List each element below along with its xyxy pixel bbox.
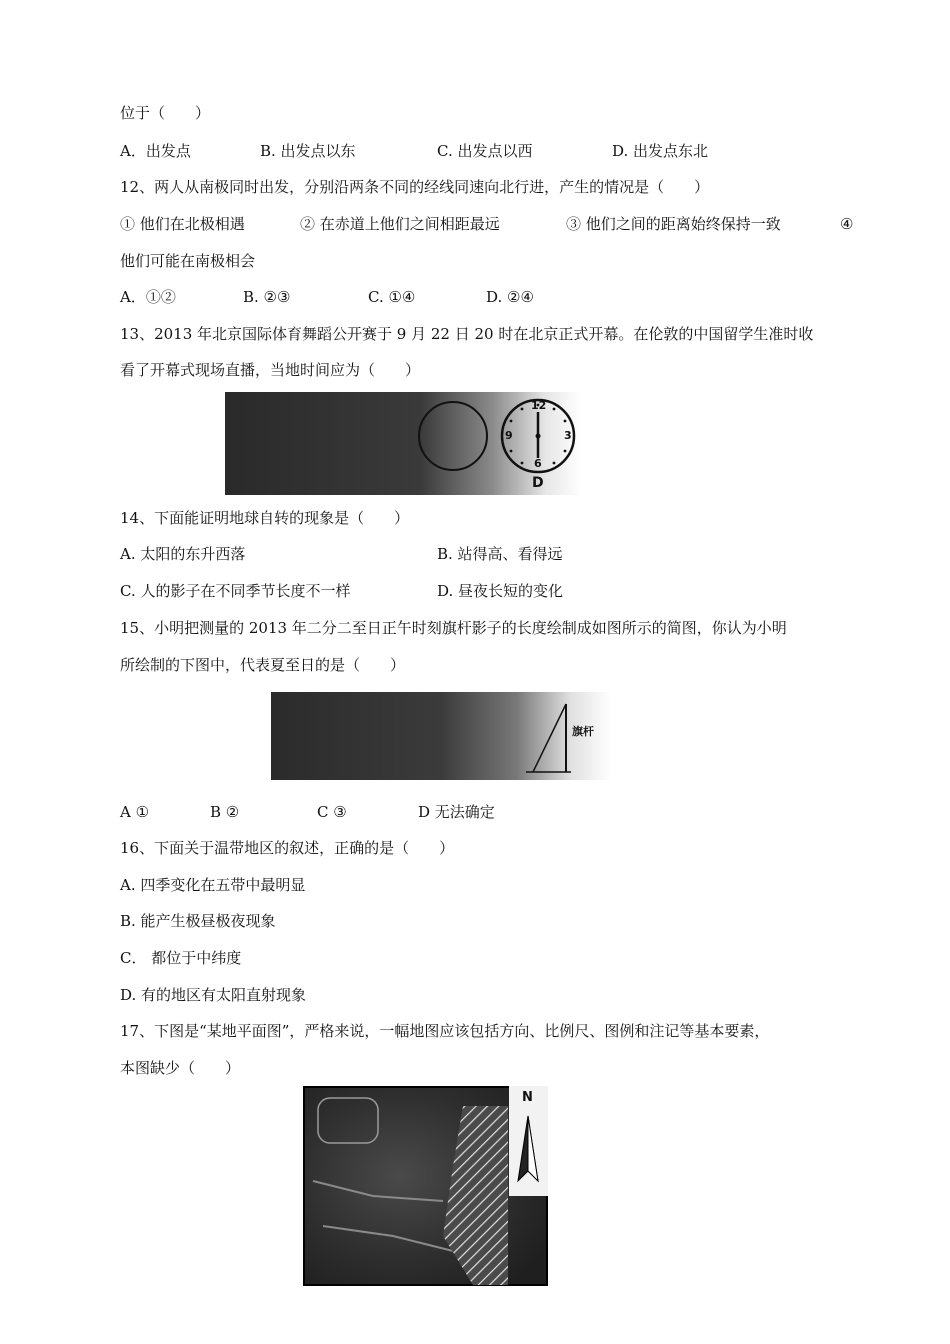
q13-clock-figure <box>225 392 581 495</box>
q12-statement-4-cont: 他们可能在南极相会 <box>120 252 256 270</box>
q15-option-b: B ② <box>210 803 240 821</box>
q15-stem-line1: 15、小明把测量的 2013 年二分二至日正午时刻旗杆影子的长度绘制成如图所示的简图，你认为小明 <box>120 619 787 637</box>
q11-option-a: A．出发点 <box>120 142 191 160</box>
q17-map-figure-art <box>303 1086 548 1286</box>
q17-stem-line1: 17、下图是“某地平面图”，严格来说，一幅地图应该包括方向、比例尺、图例和注记等基本要素， <box>120 1022 770 1040</box>
q11-option-d: D. 出发点东北 <box>612 142 709 160</box>
q16-option-a: A. 四季变化在五带中最明显 <box>120 876 306 894</box>
clock-number-12: 12 <box>531 399 547 412</box>
north-label: N <box>522 1090 533 1105</box>
q15-option-a: A ① <box>120 803 150 821</box>
q12-option-b: B. ②③ <box>243 288 291 306</box>
q13-clock-figure-art <box>225 392 581 495</box>
q12-statement-2: ② 在赤道上他们之间相距最远 <box>300 215 500 233</box>
q17-map-figure <box>303 1086 548 1286</box>
q12-statement-4: ④ <box>840 215 854 233</box>
q16-stem: 16、下面关于温带地区的叙述，正确的是（ ） <box>120 839 455 857</box>
clock-number-6: 6 <box>534 457 542 470</box>
q11-option-c: C. 出发点以西 <box>437 142 533 160</box>
q15-option-d: D 无法确定 <box>418 803 495 821</box>
clock-number-9: 9 <box>505 429 513 442</box>
q17-stem-line2: 本图缺少（ ） <box>120 1059 241 1077</box>
q15-option-c: C ③ <box>317 803 347 821</box>
q15-flagpole-figure <box>271 692 611 780</box>
q12-statement-3: ③ 他们之间的距离始终保持一致 <box>566 215 781 233</box>
q12-option-a: A．①② <box>120 288 176 306</box>
q15-stem-line2: 所绘制的下图中，代表夏至日的是（ ） <box>120 656 406 674</box>
q12-statement-1: ① 他们在北极相遇 <box>120 215 245 233</box>
q12-stem: 12、两人从南极同时出发，分别沿两条不同的经线同速向北行进，产生的情况是（ ） <box>120 178 710 196</box>
q14-option-c: C. 人的影子在不同季节长度不一样 <box>120 582 351 600</box>
q12-option-d: D. ②④ <box>486 288 534 306</box>
q14-stem: 14、下面能证明地球自转的现象是（ ） <box>120 509 410 527</box>
clock-number-3: 3 <box>564 429 572 442</box>
clock-label-d: D <box>532 475 544 491</box>
q16-option-d: D. 有的地区有太阳直射现象 <box>120 986 307 1004</box>
q16-option-c: C． 都位于中纬度 <box>120 949 242 967</box>
q13-stem-line2: 看了开幕式现场直播，当地时间应为（ ） <box>120 361 421 379</box>
q13-stem-line1: 13、2013 年北京国际体育舞蹈公开赛于 9 月 22 日 20 时在北京正式开幕。在伦敦的中国留学生准时收 <box>120 325 814 343</box>
q14-option-a: A. 太阳的东升西落 <box>120 545 246 563</box>
flagpole-label: 旗杆 <box>572 725 594 738</box>
q12-option-c: C. ①④ <box>368 288 416 306</box>
q14-option-d: D. 昼夜长短的变化 <box>437 582 564 600</box>
q14-option-b: B. 站得高、看得远 <box>437 545 563 563</box>
q11-stem-tail: 位于（ ） <box>120 104 211 122</box>
q11-option-b: B. 出发点以东 <box>260 142 356 160</box>
q16-option-b: B. 能产生极昼极夜现象 <box>120 912 276 930</box>
q15-flagpole-figure-art <box>271 692 611 780</box>
